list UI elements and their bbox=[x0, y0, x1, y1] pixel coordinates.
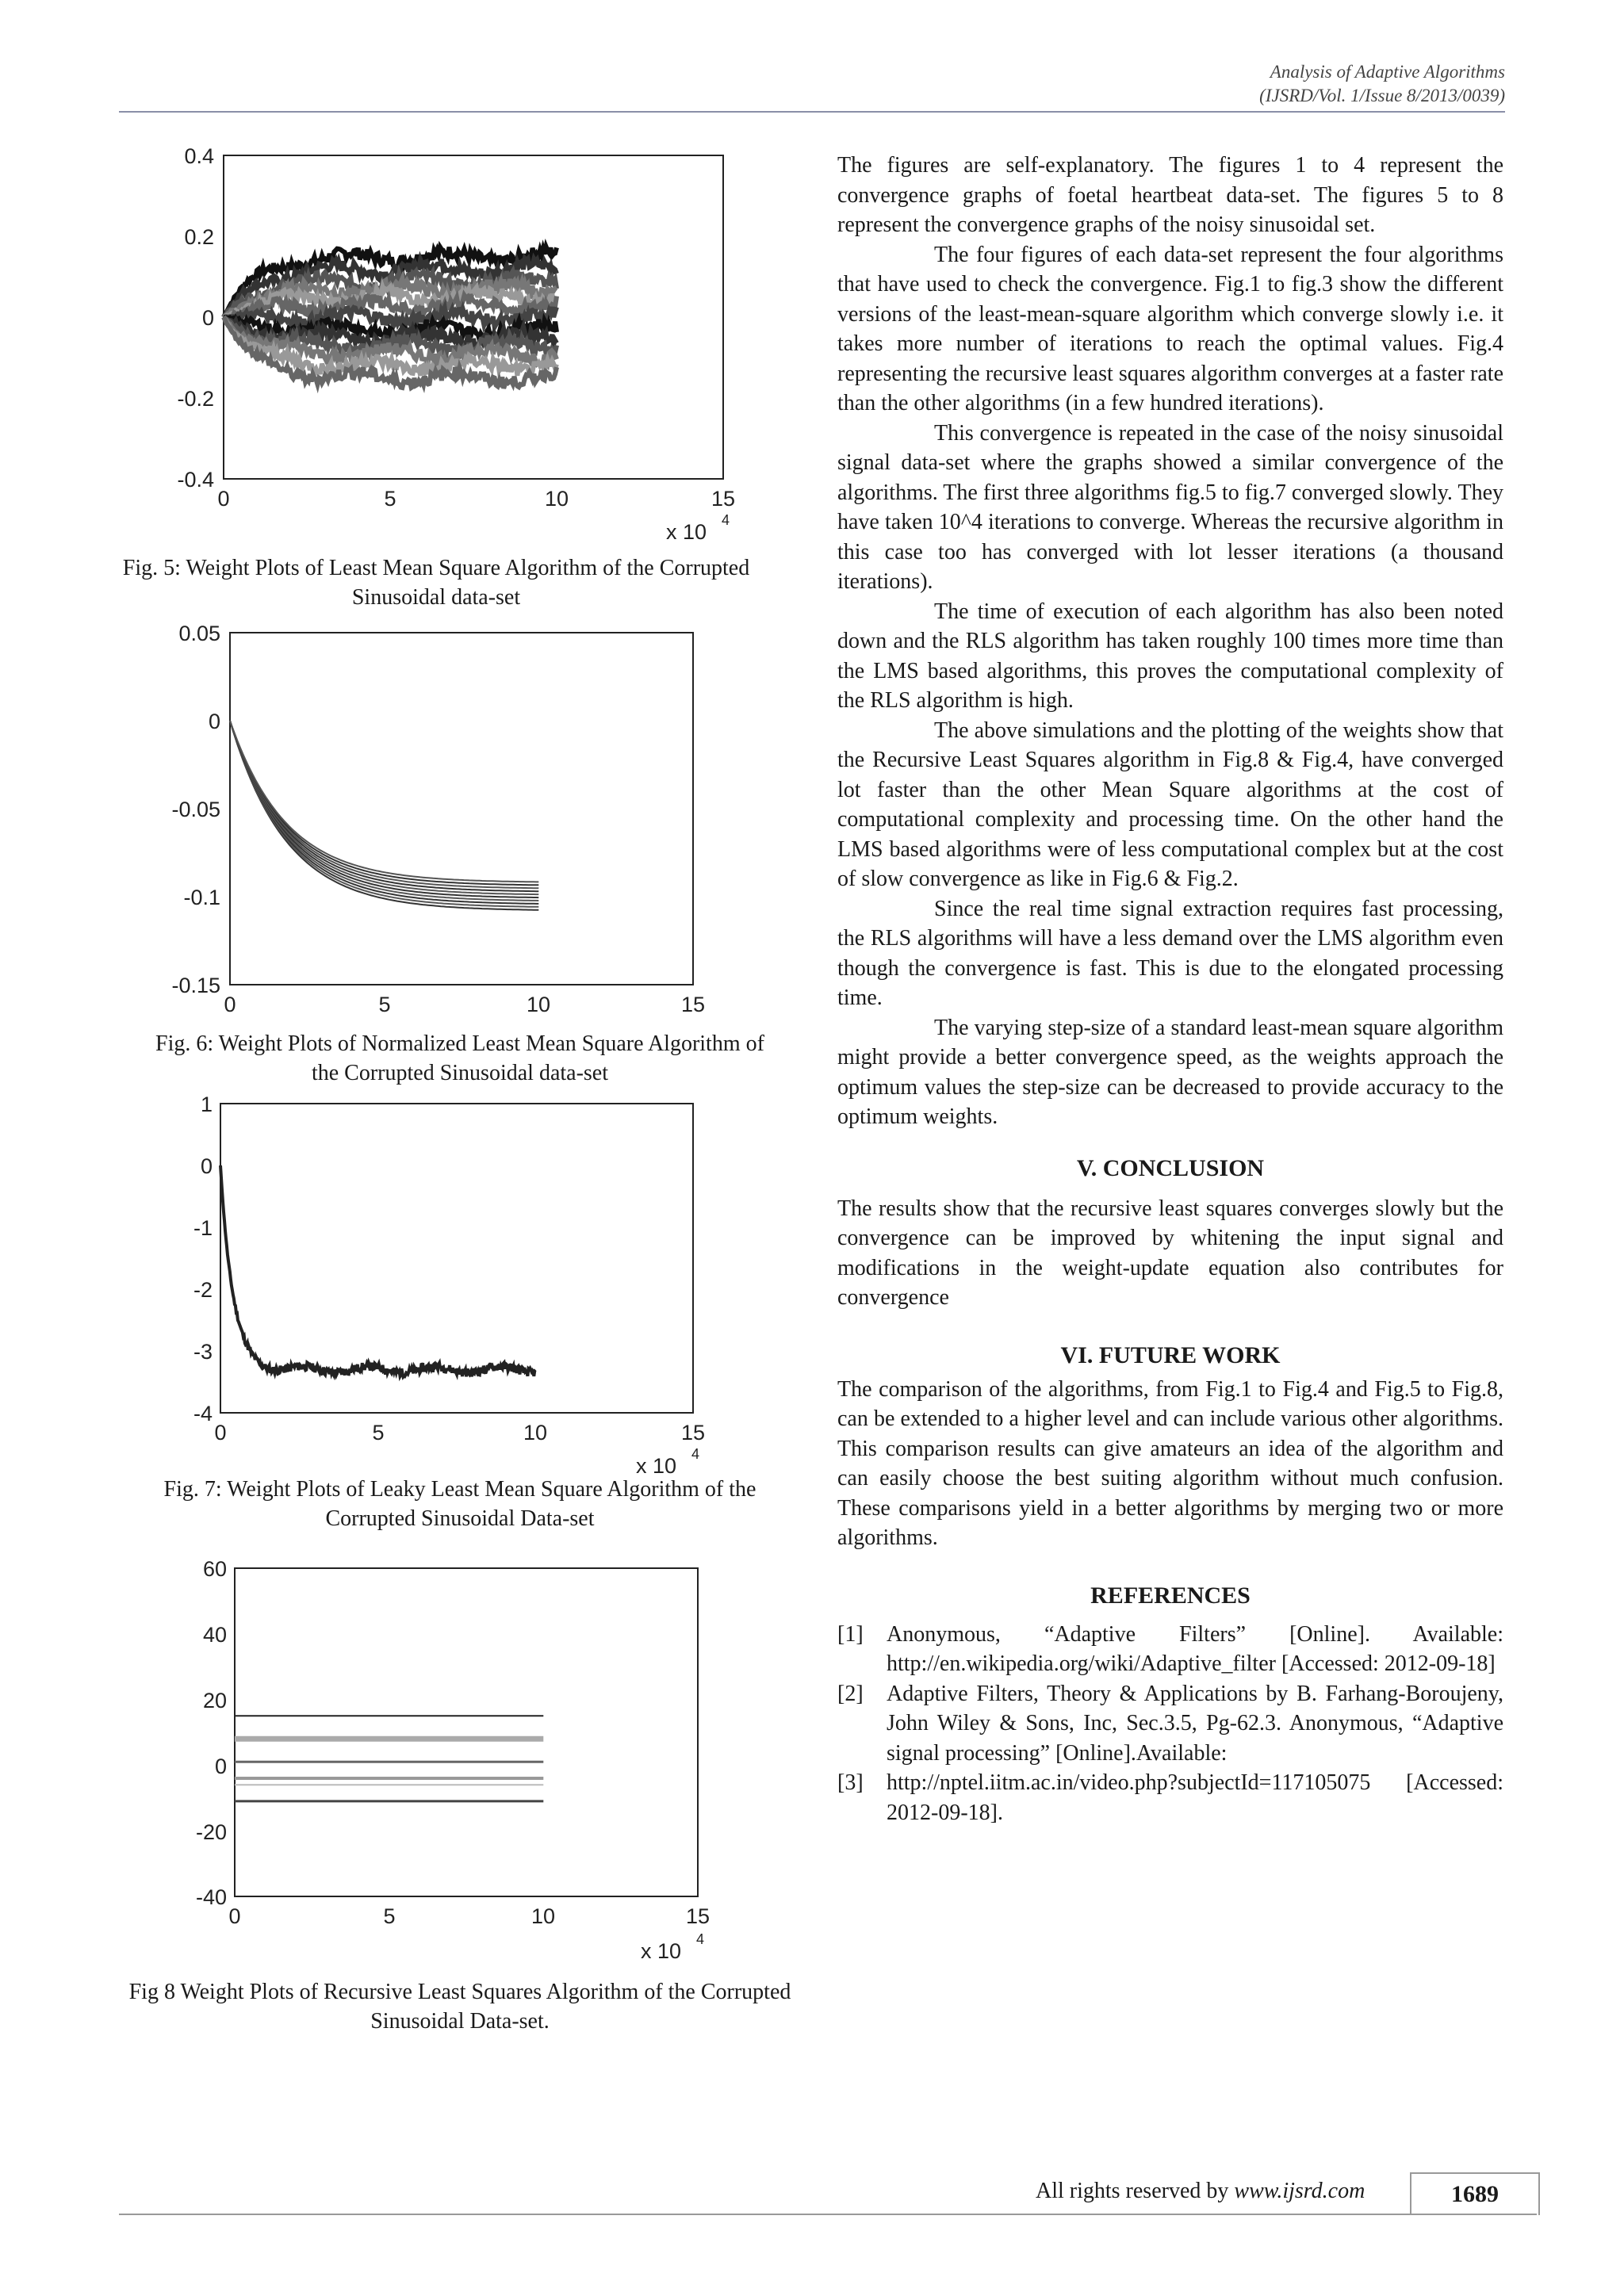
reference-number: [3] bbox=[837, 1770, 864, 1795]
fig6-series-line bbox=[230, 721, 538, 891]
fig7-series-line bbox=[220, 1165, 535, 1377]
footer-site-link[interactable]: www.ijsrd.com bbox=[1234, 2179, 1365, 2203]
figure-8-weight-curves bbox=[235, 1716, 543, 1801]
figure-8-plot bbox=[119, 1554, 769, 1982]
paragraph: The four figures of each data-set represent the four algorithms that have used to check the convergence. Fig.1 to fig.3 show the different versions of the least-mean-square algorithm which converge slowly i.e. it takes more number of iterations to reach the optimal values. Fig.4 representing the recursive least squares algorithm converges at a faster rate than the other algorithms (in a few hundred iterations). bbox=[837, 242, 1503, 415]
fig5-ytick: 0.4 bbox=[184, 144, 214, 168]
journal-citation: (IJSRD/Vol. 1/Issue 8/2013/0039) bbox=[1259, 86, 1505, 105]
figure-8-caption: Fig 8 Weight Plots of Recursive Least Squares Algorithm of the Corrupted Sinusoidal Data-set. bbox=[128, 1980, 791, 2034]
paragraph: The figures are self-explanatory. The figures 1 to 4 represent the convergence graphs of foetal heartbeat data-set. The figures 5 to 8 represent the convergence graphs of the noisy sinusoidal set. bbox=[837, 153, 1503, 237]
fig5-xtick: 15 bbox=[710, 487, 736, 511]
reference-number: [2] bbox=[837, 1681, 864, 1706]
fig5-ytick: 0 bbox=[201, 306, 214, 330]
reference-item bbox=[837, 1768, 1503, 1827]
fig5-xtick: 5 bbox=[384, 487, 396, 511]
fig8-ytick: -20 bbox=[195, 1820, 227, 1844]
paragraph: The varying step-size of a standard least-mean square algorithm might provide a better convergence speed, as the weights approach the optimum values the step-size can be decreased to provide accuracy to the optimum weights. bbox=[837, 1015, 1503, 1129]
figure-6 bbox=[119, 623, 769, 1020]
footer-rights bbox=[1036, 2179, 1365, 2204]
fig8-xtick: 15 bbox=[685, 1904, 710, 1928]
journal-title: Analysis of Adaptive Algorithms bbox=[1270, 62, 1505, 82]
fig8-xscale: x 10 bbox=[641, 1939, 682, 1963]
fig7-xtick: 10 bbox=[523, 1421, 548, 1445]
fig6-ytick: 0.05 bbox=[178, 622, 220, 645]
reference-number: [1] bbox=[837, 1621, 864, 1647]
figure-6-axes-box bbox=[230, 633, 693, 985]
fig5-xtick: 10 bbox=[544, 487, 569, 511]
fig8-xtick: 10 bbox=[530, 1904, 556, 1928]
fig6-xtick: 0 bbox=[224, 993, 236, 1016]
conclusion-heading: V. CONCLUSION bbox=[1076, 1154, 1265, 1181]
fig7-xtick: 15 bbox=[680, 1421, 706, 1445]
fig7-ytick: -2 bbox=[193, 1278, 213, 1302]
fig8-ytick: 20 bbox=[202, 1689, 227, 1712]
conclusion-text: The results show that the recursive least squares converges slowly but the convergence can be improved by whitening the input signal and modifications in the weight-update equation also contributes for convergence bbox=[837, 1196, 1503, 1310]
fig6-xtick: 5 bbox=[378, 993, 391, 1016]
fig8-xtick: 5 bbox=[383, 1904, 396, 1928]
fig8-ytick: -40 bbox=[195, 1885, 227, 1909]
fig7-xscale-exp: 4 bbox=[691, 1446, 700, 1462]
paragraph: The time of execution of each algorithm has also been noted down and the RLS algorithm has taken roughly 100 times more time than the LMS based algorithms, this proves the computational complexity of the RLS algorithm is high. bbox=[837, 599, 1503, 713]
fig7-xscale: x 10 bbox=[636, 1454, 677, 1478]
references-heading: REFERENCES bbox=[1090, 1582, 1251, 1609]
reference-text: http://nptel.iitm.ac.in/video.php?subjectId=117105075 [Accessed: 2012-09-18]. bbox=[887, 1770, 1503, 1825]
fig7-ytick: -3 bbox=[193, 1340, 213, 1364]
fig6-series-line bbox=[230, 721, 538, 897]
footer-prefix: All rights reserved by bbox=[1036, 2179, 1235, 2203]
reference-item bbox=[837, 1620, 1503, 1679]
fig7-xtick: 5 bbox=[372, 1421, 385, 1445]
footer-rule bbox=[119, 2214, 1537, 2215]
figure-8-axes-box bbox=[235, 1568, 698, 1896]
fig6-ytick: -0.15 bbox=[171, 974, 220, 997]
fig5-xscale-exp: 4 bbox=[722, 512, 730, 528]
figure-7 bbox=[119, 1093, 769, 1478]
fig5-xtick: 0 bbox=[217, 487, 230, 511]
fig6-xtick: 10 bbox=[526, 993, 551, 1016]
future-work-heading: VI. FUTURE WORK bbox=[1060, 1341, 1281, 1368]
fig8-ytick: 40 bbox=[202, 1623, 227, 1647]
page-number: 1689 bbox=[1410, 2172, 1540, 2215]
fig7-ytick: -1 bbox=[193, 1216, 213, 1240]
figure-6-plot bbox=[119, 623, 769, 1020]
fig6-series-line bbox=[230, 721, 538, 882]
fig6-series-line bbox=[230, 721, 538, 894]
fig7-ytick: 1 bbox=[200, 1093, 213, 1116]
figure-5-weight-curves bbox=[224, 247, 557, 388]
fig6-series-line bbox=[230, 721, 538, 885]
figure-7-plot bbox=[119, 1093, 769, 1478]
fig6-ytick: -0.05 bbox=[171, 798, 220, 821]
paragraph: Since the real time signal extraction requires fast processing, the RLS algorithms will have a less demand over the LMS algorithm even though the convergence is fast. This is due to the elongated processing time. bbox=[837, 896, 1503, 1010]
body-column bbox=[837, 151, 1503, 1827]
figure-7-caption: Fig. 7: Weight Plots of Leaky Least Mean Square Algorithm of the Corrupted Sinusoidal Data-set bbox=[163, 1477, 756, 1531]
fig5-ytick: -0.4 bbox=[177, 468, 214, 492]
future-work-text: The comparison of the algorithms, from Fig.1 to Fig.4 and Fig.5 to Fig.8, can be extended to a higher level and can include various other algorithms. This comparison results can give amateurs an idea of the algorithm and can easily choose the best suiting algorithm without much confusion. These comparisons yield in a better algorithms by merging two or more algorithms. bbox=[837, 1376, 1503, 1550]
figure-7-weight-curves bbox=[220, 1165, 535, 1377]
fig8-ytick: 60 bbox=[202, 1557, 227, 1581]
figure-6-caption: Fig. 6: Weight Plots of Normalized Least Mean Square Algorithm of the Corrupted Sinusoidal data-set bbox=[155, 1031, 764, 1085]
figure-5-plot bbox=[119, 135, 769, 547]
figure-5-caption: Fig. 5: Weight Plots of Least Mean Square Algorithm of the Corrupted Sinusoidal data-set bbox=[122, 556, 750, 610]
fig7-ytick: 0 bbox=[200, 1154, 213, 1178]
figure-5 bbox=[119, 135, 769, 547]
fig5-ytick: 0.2 bbox=[184, 225, 214, 249]
figure-8 bbox=[119, 1554, 769, 1982]
reference-item bbox=[837, 1679, 1503, 1769]
fig5-xscale: x 10 bbox=[666, 520, 707, 544]
paragraph: The above simulations and the plotting of the weights show that the Recursive Least Squares algorithm in Fig.8 & Fig.4, have converged lot faster than the other Mean Square algorithms at the cost of computational complexity and processing time. On the other hand the LMS based algorithms were of less computational complex but at the cost of slow convergence as like in Fig.6 & Fig.2. bbox=[837, 718, 1503, 891]
fig8-xtick: 0 bbox=[228, 1904, 241, 1928]
fig8-ytick: 0 bbox=[214, 1755, 227, 1778]
fig7-xtick: 0 bbox=[214, 1421, 227, 1445]
running-header bbox=[1259, 60, 1505, 108]
header-rule bbox=[119, 111, 1505, 113]
fig6-series-line bbox=[230, 721, 538, 888]
paragraph: This convergence is repeated in the case of the noisy sinusoidal signal data-set where the graphs showed a similar convergence of the algorithms. The first three algorithms fig.5 to fig.7 converged slowly. They have taken 10^4 iterations to converge. Whereas the recursive algorithm in this case too has converged with lot lesser iterations (a thousand iterations). bbox=[837, 420, 1503, 594]
fig5-ytick: -0.2 bbox=[177, 387, 214, 411]
reference-text: Anonymous, “Adaptive Filters” [Online]. Available: http://en.wikipedia.org/wiki/Adaptive_filter [Accessed: 2012-09-18] bbox=[887, 1621, 1503, 1676]
fig6-ytick: -0.1 bbox=[183, 886, 220, 909]
reference-text: Adaptive Filters, Theory & Applications by B. Farhang-Boroujeny, John Wiley & Sons, Inc, Sec.3.5, Pg-62.3. Anonymous, “Adaptive signal processing” [Online].Available: bbox=[887, 1681, 1503, 1766]
fig8-xscale-exp: 4 bbox=[696, 1931, 705, 1947]
fig6-xtick: 15 bbox=[680, 993, 706, 1016]
fig6-ytick: 0 bbox=[208, 710, 220, 733]
figure-6-weight-curves bbox=[230, 721, 538, 910]
fig7-ytick: -4 bbox=[193, 1402, 213, 1425]
